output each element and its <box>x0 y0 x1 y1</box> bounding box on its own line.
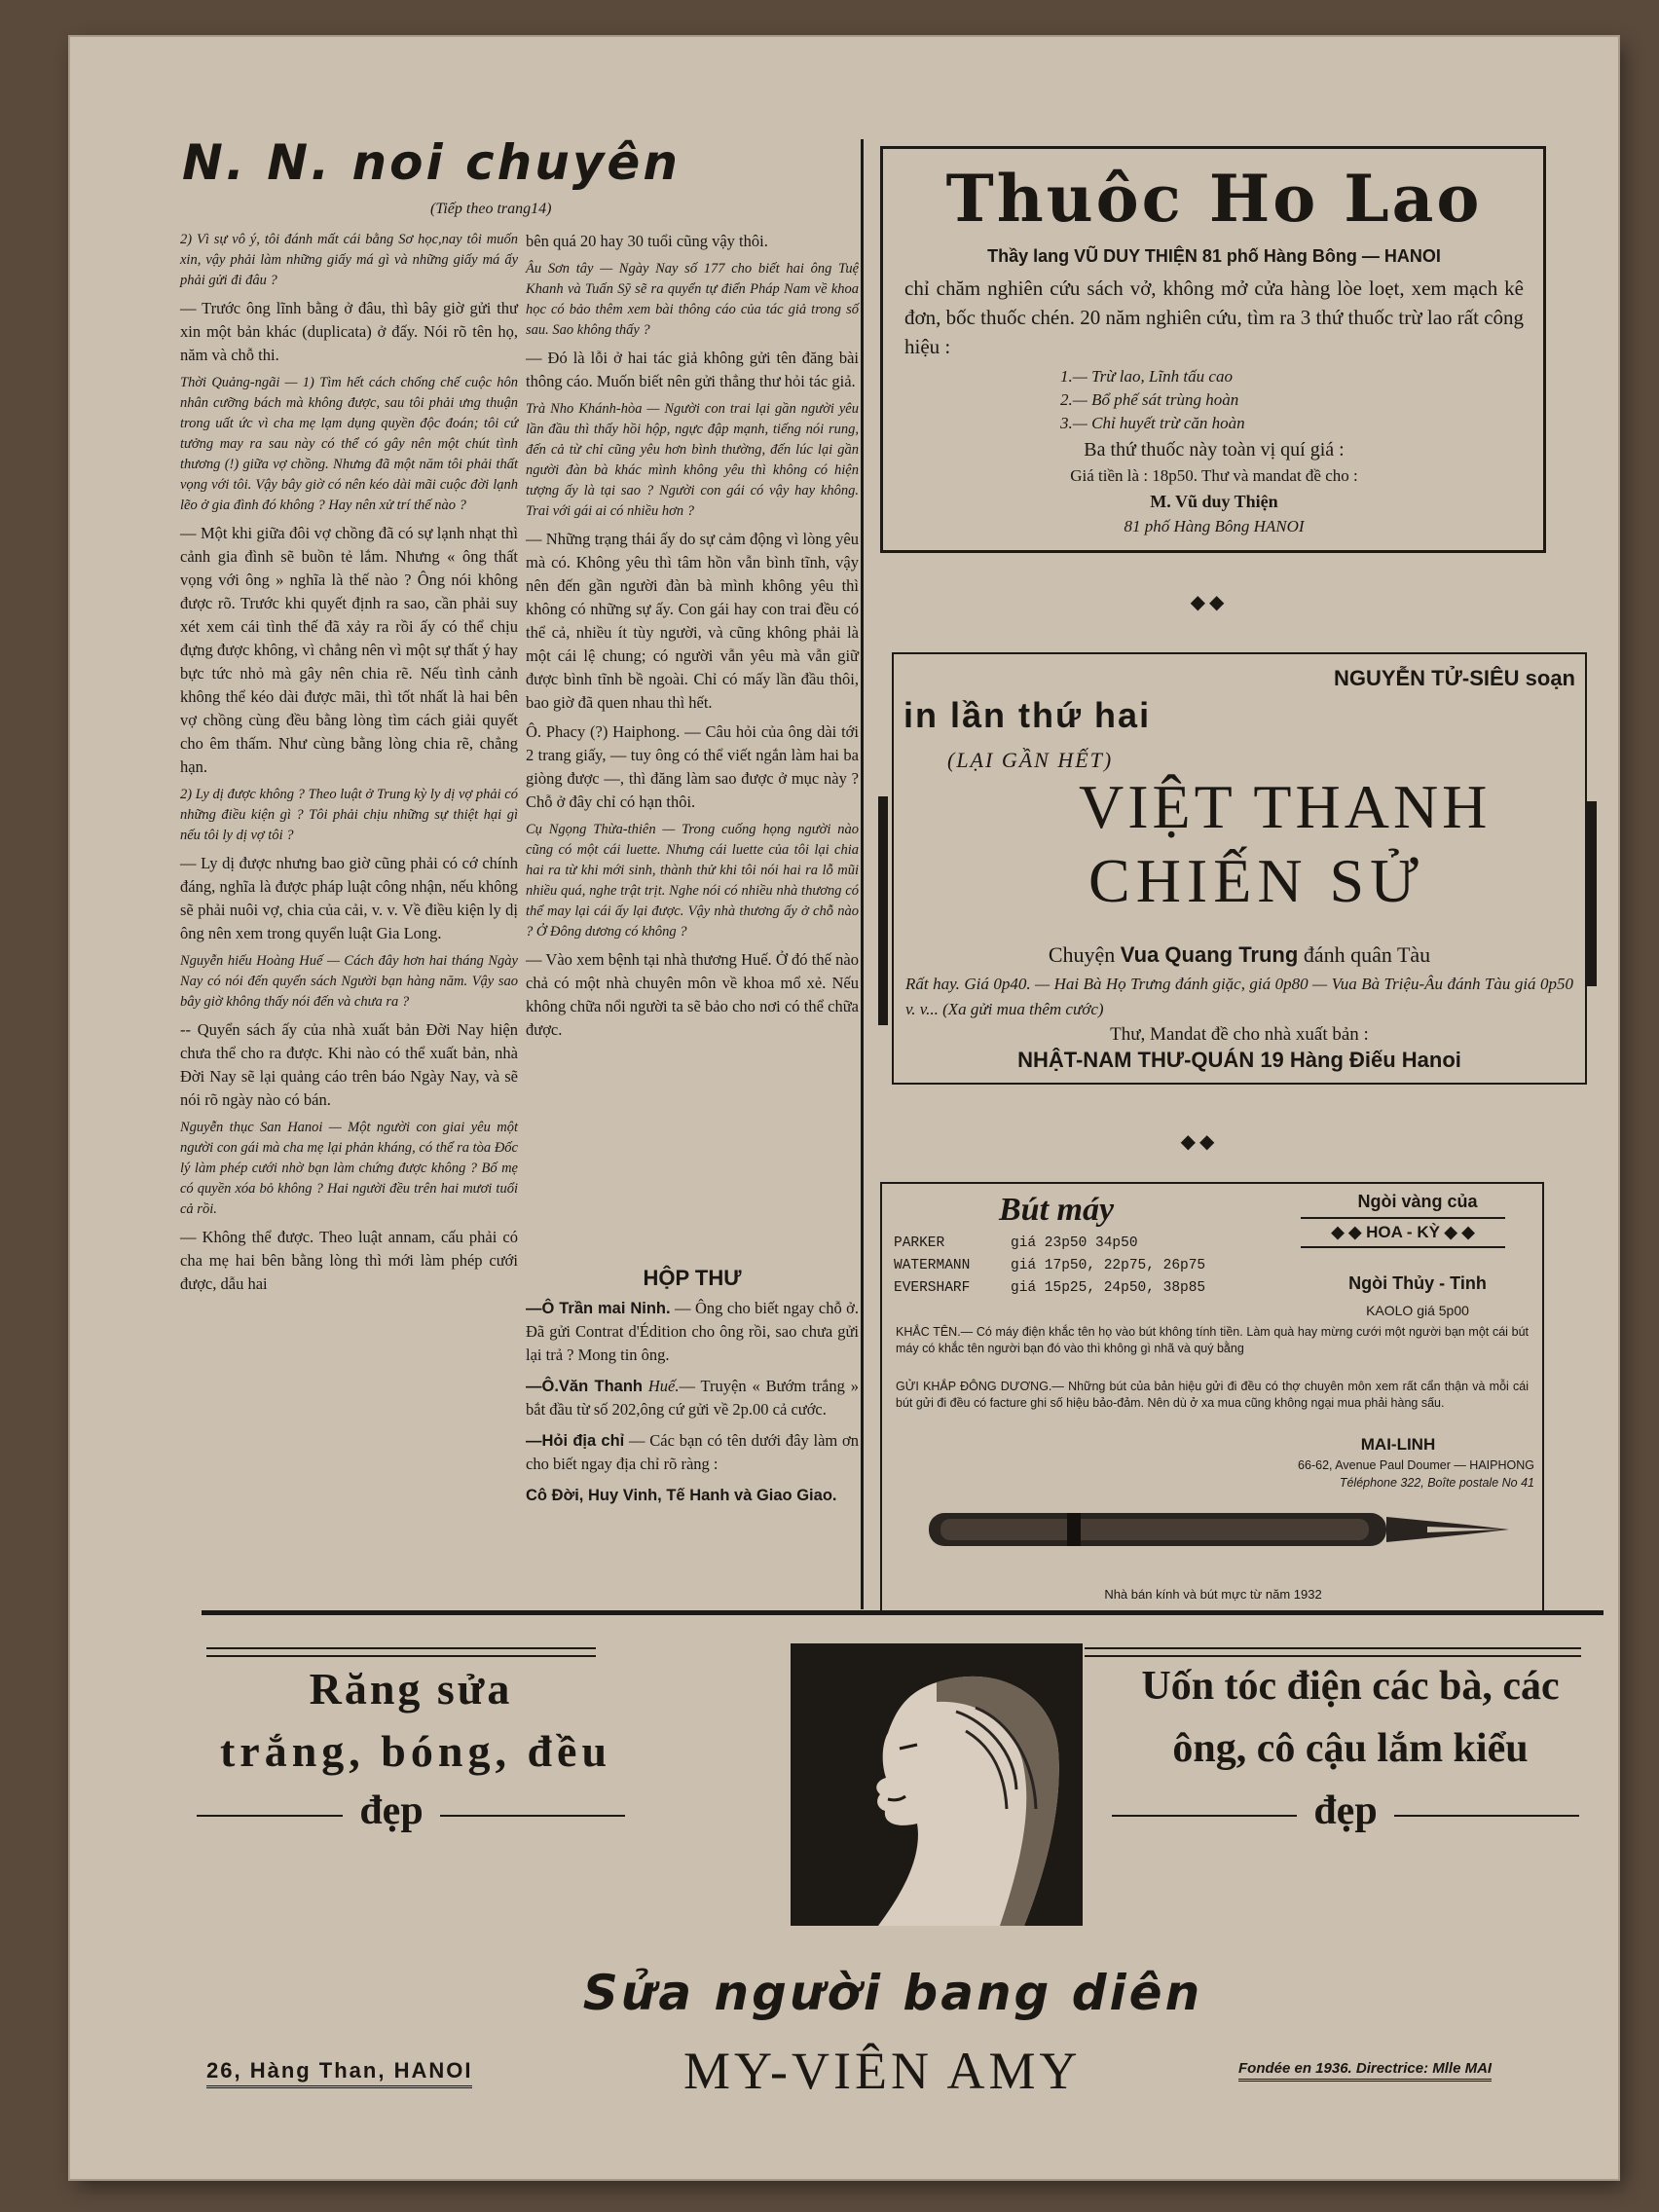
fountain-pen-icon <box>921 1499 1515 1562</box>
remedy-item: 3.— Chỉ huyết trừ căn hoàn <box>1060 414 1245 432</box>
ad-remedies <box>1060 365 1245 435</box>
pen-brand-name: WATERMANN <box>894 1258 971 1273</box>
ad-line-1b: Vua Quang Trung <box>1120 942 1299 967</box>
pen-brand-prices: giá 17p50, 22p75, 26p75 <box>1011 1258 1206 1273</box>
paragraph: -- Quyển sách ấy của nhà xuất bản Đời Nay hiện chưa thể cho ra được. Khi nào có thể xuất bản, nhà Đời Nay sẽ lại quảng cáo trên báo Ngày Nay, và sẽ nói rõ ngày nào có bán. <box>180 1020 518 1109</box>
shop-address: 66-62, Avenue Paul Doumer — HAIPHONG <box>1298 1458 1534 1472</box>
ad-viet-thanh-chien-su <box>892 652 1587 1085</box>
left-line-3: đẹp <box>359 1788 424 1833</box>
answers-column-2 <box>526 230 859 1048</box>
pen-brand-row <box>894 1255 1205 1277</box>
column-subtitle: (Tiếp theo trang14) <box>430 201 552 217</box>
nib-kaolo: KAOLO giá 5p00 <box>1366 1303 1469 1318</box>
ad-line-1c: đánh quân Tàu <box>1298 942 1431 967</box>
founded: Fondée en 1936. Directrice: Mlle MAI <box>1238 2060 1492 2082</box>
ad-left-bar <box>878 796 888 1025</box>
ad-edition: in lần thứ hai <box>903 695 1152 735</box>
rule-left-2 <box>206 1655 596 1657</box>
paragraph: 2) Vì sự vô ý, tôi đánh mất cái bằng Sơ học,nay tôi muốn xin, vậy phải làm những giấy má gì và những giấy má ấy phải gửi đi đâu ? <box>180 232 518 288</box>
recipient-name: Cô Đời, Huy Vinh, Tế Hanh và Giao Giao. <box>526 1487 837 1504</box>
bottom-rule <box>202 1610 1604 1615</box>
shipping-note: GỬI KHẮP ĐÔNG DƯƠNG.— Những bút của bản hiệu gửi đi đều có thợ chuyên môn xem rất cẩn thận và mỗi cái bút gửi đi đều có facture ghi số hiệu bảo-đảm. Nên dù ở xa mua cũng không ngại mua phải hàng sấu. <box>896 1380 1529 1410</box>
remedy-item: 2.— Bổ phế sát trùng hoàn <box>1060 390 1239 409</box>
hop-thu-item <box>526 1429 859 1476</box>
paragraph: Âu Sơn tây — Ngày Nay số 177 cho biết hai ông Tuệ Khanh và Tuấn Sỹ sẽ ra quyển tự điển Pháp Nam về khoa học có bảo thêm xem bài thông cáo của tác giả trong số sau. Sao không thấy ? <box>526 261 859 338</box>
hop-thu-item <box>526 1484 859 1507</box>
paragraph: Thời Quảng-ngãi — 1) Tìm hết cách chống chế cuộc hôn nhân cưỡng bách mà không được, sau tôi phải ưng thuận trong uất ức vì cha mẹ lạm dụng quyền độc đoán; tôi cứ tưởng may ra sau này có thể có gây nên một chút tình thương (!) giữa vợ chồng. Nhưng đã một năm tôi phải thất vọng với tôi. Vậy bây giờ có nên kéo dài mãi cuộc đời lạnh lẽo ở gia đình đó không ? Hay nên xử trí thế nào ? <box>180 375 518 513</box>
pen-brand-name: EVERSHARF <box>894 1280 971 1296</box>
woman-profile-illustration <box>791 1643 1083 1926</box>
shop-name: MAI-LINH <box>1360 1435 1436 1454</box>
ad-line-3: Thư, Mandat đề cho nhà xuất bản : <box>1110 1024 1369 1045</box>
ad-price: Giá tiền là : 18p50. Thư và mandat đề cho : <box>1070 466 1358 485</box>
rule-r3b <box>1394 1815 1579 1817</box>
ad-doctor: Thầy lang VŨ DUY THIỆN 81 phố Hàng Bông — HANOI <box>987 246 1441 266</box>
ad-author: NGUYỄN TỬ-SIÊU soạn <box>1333 666 1575 690</box>
reply-text: — Ông cho biết ngay chỗ ở. Đã gửi Contrat d'Édition cho ông rồi, sao chưa gửi lại trả ? Mong tin ông. <box>526 1299 859 1364</box>
ad-footer: Nhà bán kính và bút mực từ năm 1932 <box>1104 1587 1322 1602</box>
paragraph: — Một khi giữa đôi vợ chồng đã có sự lạnh nhạt thì cảnh gia đình sẽ buồn tẻ lắm. Nhưng « ông thất vọng với ông » nghĩa là thế nào ? Ông nói không được rõ. Trước khi quyết định ra sao, cần phải suy xét xem cái tình thế đã xảy ra rồi ấy có thể chịu đựng được không, vì chẳng nên vì một sự thất ý hay bực tức nhỏ mà gây nên chia rẽ. Nếu tình cảnh không thể kéo dài được mãi, thì tốt nhất là hai bên vợ chồng cùng đều bằng lòng tìm cách giải quyết cho êm thấm. Như cùng bằng lòng chia rẽ, chẳng hạn. <box>180 524 518 776</box>
ad-note: (LẠI GẦN HẾT) <box>947 748 1114 772</box>
left-line-3-wrap <box>197 1788 635 1836</box>
ad-publisher: NHẬT-NAM THƯ-QUÁN 19 Hàng Điếu Hanoi <box>1017 1048 1461 1072</box>
shop-phone: Téléphone 322, Boîte postale No 41 <box>1339 1476 1534 1490</box>
nib-gold-label: Ngòi vàng của <box>1357 1192 1478 1211</box>
ad-right-bar <box>1587 801 1597 986</box>
ad-title: Thuôc Ho Lao <box>945 161 1483 237</box>
right-line-3: đẹp <box>1313 1788 1378 1833</box>
paragraph: Trà Nho Khánh-hòa — Người con trai lại gần người yêu lần đầu thì thấy hồi hộp, ngực đập mạnh, tiếng nói rung, đến cả từ chỉ cũng yêu hơn bình thường, đến lúc lại gần người đàn bà khác mình không yêu thì không có hiện tượng ấy là tại sao ? Người con gái có vậy hay không. Trai với gái ai có nhiều hơn ? <box>526 401 859 519</box>
column-divider <box>861 139 864 1609</box>
ad-name: M. Vũ duy Thiện <box>1150 492 1278 511</box>
ad-title: Bút máy <box>999 1192 1115 1228</box>
hop-thu-item <box>526 1375 859 1421</box>
left-line-2: trắng, bóng, đều <box>219 1726 612 1776</box>
rule-l3a <box>197 1815 343 1817</box>
ad-but-may <box>880 1182 1544 1614</box>
ad-my-vien-amy <box>177 1624 1608 2100</box>
pen-brand-list <box>894 1233 1205 1300</box>
recipient-name: —Hỏi địa chỉ <box>526 1432 625 1450</box>
paragraph: Cụ Ngọng Thừa-thiên — Trong cuống họng người nào cũng có một cái luette. Nhưng cái luette của tôi lại chia hai ra từ khi mới sinh, thành thử khi tôi nói hai ra lỗ mũi nhiều quá, nghe trật trịt. Nghe nói có nhiều nhà thương có thể may lại cái ấy lại được. Vậy nhà thương ấy ở chỗ nào ? Ở Đông dương có không ? <box>526 822 859 940</box>
right-line-1: Uốn tóc điện các bà, các <box>1141 1664 1560 1709</box>
hop-thu-section <box>526 1266 859 1515</box>
pen-brand-name: PARKER <box>894 1235 945 1251</box>
recipient-name: —Ô.Văn Thanh <box>526 1378 643 1395</box>
rule-right-2 <box>1085 1655 1581 1657</box>
ad-address: 81 phố Hàng Bông HANOI <box>1124 517 1305 535</box>
separator-1: ◆◆ <box>1190 592 1229 613</box>
slogan: Sửa người bang diên <box>582 1965 1203 2021</box>
pen-brand-row <box>894 1277 1205 1300</box>
paragraph: bên quá 20 hay 30 tuổi cũng vậy thôi. <box>526 232 768 250</box>
reply-text: — Truyện « Bướm trắng » bắt đầu từ số 202,ông cứ gửi về 2p.00 cả cước. <box>526 1377 859 1419</box>
ad-line-1a: Chuyện <box>1048 942 1121 967</box>
rule-left <box>206 1647 596 1649</box>
paragraph: — Trước ông lĩnh bằng ở đâu, thì bây giờ gửi thư xin một bản khác (duplicata) ở đấy. Nói rõ tên họ, năm và chỗ thi. <box>180 299 518 364</box>
nib-hoa-ky: ◆ ◆ HOA - KỲ ◆ ◆ <box>1301 1217 1505 1248</box>
address: 26, Hàng Than, HANOI <box>206 2058 472 2088</box>
newspaper-page <box>70 37 1618 2179</box>
reply-text: — Các bạn có tên dưới đây làm ơn cho biết ngay địa chỉ rõ ràng : <box>526 1431 859 1473</box>
pen-brand-prices: giá 15p25, 24p50, 38p85 <box>1011 1280 1206 1296</box>
ad-body: chỉ chăm nghiên cứu sách vở, không mở cửa hàng lòe loẹt, xem mạch kê đơn, bốc thuốc chén. 20 năm nghiên cứu, tìm ra 3 thứ thuốc trừ lao rất công hiệu : <box>904 276 1525 358</box>
ad-line-2: Rất hay. Giá 0p40. — Hai Bà Họ Trưng đánh giặc, giá 0p80 — Vua Bà Triệu-Âu đánh Tàu giá 0p50 v. v... (Xa gửi mua thêm cước) <box>905 975 1573 1018</box>
brand: MY-VIÊN AMY <box>683 2042 1082 2100</box>
recipient-place: Huế. <box>643 1377 680 1395</box>
paragraph: — Không thể được. Theo luật annam, cấu phải có cha mẹ hai bên bằng lòng thì mới làm phép cưới được, dẫu hai <box>180 1228 518 1293</box>
paragraph: — Vào xem bệnh tại nhà thương Huế. Ở đó thế nào chả có một nhà chuyên môn về khoa mổ xẻ. Nếu không chữa nổi người ta sẽ bảo cho nơi có thể chữa được. <box>526 950 859 1039</box>
paragraph: 2) Ly dị được không ? Theo luật ở Trung kỳ ly dị vợ phải có những điều kiện gì ? Tôi phải chịu những sự thiệt hại gì nếu tôi ly dị vợ tôi ? <box>180 787 518 843</box>
rule-l3b <box>440 1815 625 1817</box>
paragraph: Ô. Phacy (?) Haiphong. — Câu hỏi của ông dài tới 2 trang giấy, — tuy ông có thể viết ngắn làm hai ba giòng được —, thì đăng làm sao được ở mục này ? Chỗ ở đây chỉ có hạn thôi. <box>526 722 859 811</box>
pen-brand-row <box>894 1233 1205 1255</box>
ad-line-1 <box>903 942 1575 968</box>
hop-thu-items <box>526 1297 859 1507</box>
left-line-1: Răng sửa <box>309 1664 513 1714</box>
paragraph: Nguyễn thục San Hanoi — Một người con giai yêu một người con gái mà cha mẹ lại phản kháng, có thể ra tòa Đốc lý làm phép cưới nhờ bạn làm chứng được không ? Bố mẹ có quyền xóa bỏ không ? Hai người đều trên hai mươi tuổi cả rồi. <box>180 1120 518 1217</box>
rule-r3a <box>1112 1815 1297 1817</box>
paragraph: Nguyễn hiếu Hoàng Huế — Cách đây hơn hai tháng Ngày Nay có nói đến quyển sách Người bạn hàng năm. Vậy sao bây giờ không thấy nói đến và chưa ra ? <box>180 953 518 1010</box>
ad-thuoc-ho-lao <box>880 146 1546 553</box>
pen-brand-prices: giá 23p50 34p50 <box>1011 1235 1138 1251</box>
paragraph: — Những trạng thái ấy do sự cảm động vì lòng yêu mà có. Không yêu thì tâm hồn vẫn bình tĩnh, vậy nên đến gần người đàn bà mình không yêu thì không có những sự ấy. Con gái hay con trai đều có thể cả, nhiều ít tùy người, và cũng không phải là một cái lệ chung; có người vẫn yêu mà vẫn giữ được bình tĩnh bề ngoài. Chỉ có mấy lần đầu thôi, bao giờ đã quen nhau thì hết. <box>526 530 859 712</box>
ad-price-line: Ba thứ thuốc này toàn vị quí giá : <box>1084 439 1345 461</box>
recipient-name: —Ô Trần mai Ninh. <box>526 1300 671 1317</box>
column-title: N. N. noi chuyên <box>182 134 681 191</box>
nib-glass-label: Ngòi Thủy - Tinh <box>1348 1273 1487 1293</box>
engraving-note: KHẮC TÊN.— Có máy điện khắc tên họ vào bút không tính tiền. Làm quà hay mừng cưới một người bạn một cái bút máy có khắc tên người bạn đó vào thì không gì nhã và quý bằng <box>896 1325 1529 1355</box>
ad-book-title-1: VIỆT THANH <box>1079 772 1492 841</box>
ad-book-title-2: CHIẾN SỬ <box>1088 846 1424 915</box>
answers-column-1 <box>180 230 518 1302</box>
right-line-2: ông, cô cậu lắm kiểu <box>1172 1726 1529 1771</box>
separator-2: ◆◆ <box>1180 1131 1219 1153</box>
paragraph: — Ly dị được nhưng bao giờ cũng phải có cớ chính đáng, nghĩa là được pháp luật công nhận, nếu không sẽ phải nuôi vợ, chia của cải, v. v. Về điều kiện ly dị ông nên xem trong quyển luật Gia Long. <box>180 854 518 942</box>
hop-thu-title: HỘP THƯ <box>643 1266 742 1290</box>
hop-thu-item <box>526 1297 859 1367</box>
remedy-item: 1.— Trừ lao, Lĩnh tấu cao <box>1060 367 1233 386</box>
right-line-3-wrap <box>1112 1788 1579 1836</box>
rule-right <box>1085 1647 1581 1649</box>
paragraph: — Đó là lỗi ở hai tác giả không gửi tên đăng bài thông cáo. Muốn biết nên gửi thẳng thư hỏi tác giả. <box>526 349 859 390</box>
